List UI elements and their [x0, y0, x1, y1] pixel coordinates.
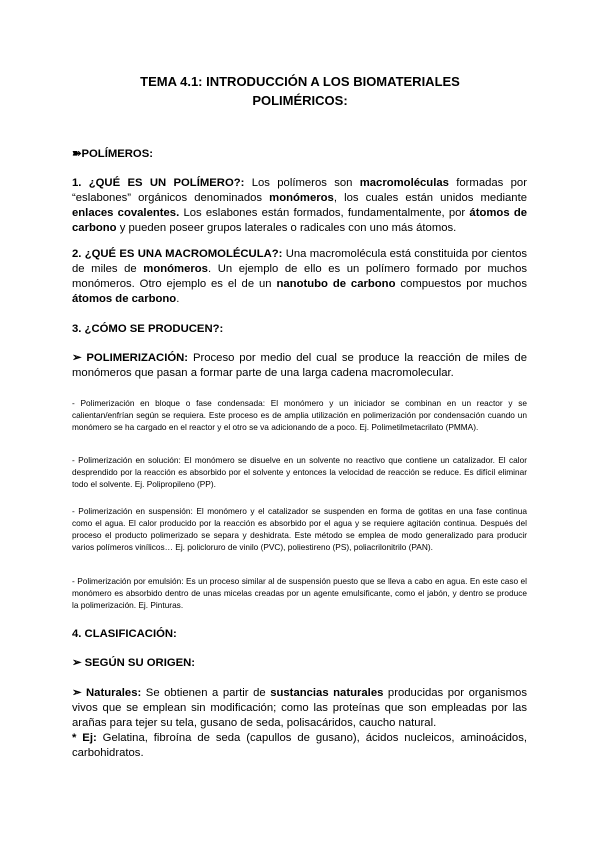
question-2-paragraph: 2. ¿QUÉ ES UNA MACROMOLÉCULA?: Una macromolécula está constituida por cientos de miles de monómeros. Un ejemplo de ello es un polímero formado por muchos monómeros. Otro ejemplo es el de un nanotubo de carbono compuestos por muchos átomos de carbono. — [72, 248, 528, 305]
method-emulsion: - Polimerización por emulsión: Es un proceso similar al de suspensión puesto que se lleva a cabo en agua. En este caso el monómero es absorbido dentro de unas micelas creadas por un agente emulsificante, como el jabón, y dentro se produce la polimerización. Ej. Pinturas. — [72, 576, 527, 610]
title-line-1: TEMA 4.1: INTRODUCCIÓN A LOS BIOMATERIALES — [140, 74, 460, 89]
question-4-heading: 4. CLASIFICACIÓN: — [72, 628, 177, 640]
question-3-heading: 3. ¿CÓMO SE PRODUCEN?: — [72, 323, 224, 335]
section-polimeros-heading: ➽POLÍMEROS: — [72, 148, 154, 160]
title-line-2: POLIMÉRICOS: — [252, 93, 348, 108]
polimerizacion-definition: ➢ POLIMERIZACIÓN: Proceso por medio del cual se produce la reacción de miles de monómeros que pasan a formar parte de una larga cadena macromolecular. — [72, 352, 527, 379]
page-title — [60, 72, 540, 110]
ejemplo-paragraph: * Ej: Gelatina, fibroína de seda (capullos de gusano), ácidos nucleicos, aminoácidos, carbohidratos. — [72, 732, 527, 759]
method-suspension: - Polimerización en suspensión: El monómero y el catalizador se suspenden en forma de gotitas en una fase continua como el agua. El calor producido por la reacción es absorbido por el agua y se requiere agitación continua. Después del proceso el producto polimerizado se separa y deshidrata. Este método se emplea de modo generalizado para producir varios polímeros vinílicos… Ej. policloruro de vinilo (PVC), poliestireno (PS), poliacrilonitrilo (PAN). — [72, 506, 527, 552]
origen-heading: ➢ SEGÚN SU ORIGEN: — [72, 657, 196, 669]
question-1-paragraph: 1. ¿QUÉ ES UN POLÍMERO?: Los polímeros son macromoléculas formadas por “eslabones” orgánicos denominados monómeros, los cuales están unidos mediante enlaces covalentes. Los eslabones están formados, fundamentalmente, por átomos de carbono y pueden poseer grupos laterales o radicales con uno más átomos. — [72, 177, 528, 234]
method-bloque: - Polimerización en bloque o fase condensada: El monómero y un iniciador se combinan en un reactor y se calientan/enfrían según se requiera. Este proceso es de amplia utilización en polimerización por condensación cuando un monómero se ha cargado en el reactor y el otro se va adicionando de a poco. Ej. Polimetilmetacrilato (PMMA). — [72, 398, 527, 432]
question-2 — [72, 247, 527, 307]
naturales-paragraph: ➣ Naturales: Se obtienen a partir de sustancias naturales producidas por organismos vivos que se emplean sin modificación; como las proteínas que son empleadas por las arañas para tejer su tela, gusano de seda, polisacáridos, caucho natural. — [72, 687, 527, 729]
question-1 — [72, 176, 527, 236]
method-solucion: - Polimerización en solución: El monómero se disuelve en un solvente no reactivo que contiene un catalizador. El calor desprendido por la reacción es absorbido por el solvente y entonces la velocidad de reacción se reduce. Es difícil eliminar todo el solvente. Ej. Polipropileno (PP). — [72, 455, 527, 489]
